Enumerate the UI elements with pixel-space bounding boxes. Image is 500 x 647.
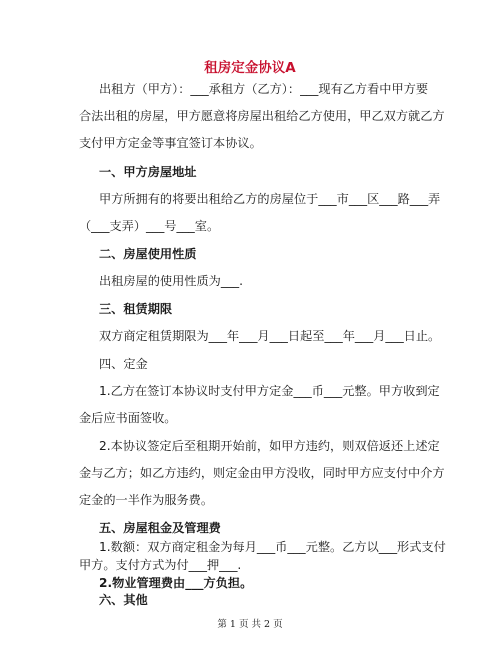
page-footer: 第 1 页 共 2 页: [217, 619, 283, 630]
section-4-line-2: 金后应书面签收。: [79, 411, 177, 425]
section-1-line-2: （___支弄）___号___室。: [79, 219, 220, 233]
paragraph-intro-line-3: 支付甲方定金等事宜签订本协议。: [79, 136, 262, 150]
paragraph-intro-line-2: 合法出租的房屋，甲方愿意将房屋出租给乙方使用，甲乙双方就乙方: [79, 109, 445, 123]
section-5-line-1: 1.数额：双方商定租金为每月___币___元整。乙方以___形式支付: [99, 540, 446, 554]
section-heading-3: 三、租赁期限: [99, 302, 173, 316]
section-4-line-5: 定金的一半作为服务费。: [79, 493, 214, 507]
section-4-line-3: 2.本协议签定后至租期开始前，如甲方违约，则双倍返还上述定: [99, 439, 440, 453]
section-heading-2: 二、房屋使用性质: [99, 247, 197, 261]
section-3-line-1: 双方商定租赁期限为___年___月___日起至___年___月___日止。: [99, 329, 441, 343]
section-4-line-4: 金与乙方；如乙方违约，则定金由甲方没收，同时甲方应支付中介方: [79, 466, 445, 480]
section-4-line-1: 1.乙方在签订本协议时支付甲方定金___币___元整。甲方收到定: [99, 384, 440, 398]
section-5-line-2: 甲方。支付方式为付___押___.: [79, 558, 242, 572]
section-1-line-1: 甲方所拥有的将要出租给乙方的房屋位于___市___区___路___弄: [99, 192, 441, 206]
section-heading-5: 五、房屋租金及管理费: [99, 521, 221, 535]
section-heading-1: 一、甲方房屋地址: [99, 165, 197, 179]
section-2-line-1: 出租房屋的使用性质为___.: [99, 274, 244, 288]
section-5-line-3: 2.物业管理费由___方负担。: [99, 576, 253, 590]
paragraph-intro-line-1: 出租方（甲方）：___承租方（乙方）：___现有乙方看中甲方要: [99, 82, 429, 96]
section-heading-4: 四、定金: [99, 357, 148, 371]
section-heading-6: 六、其他: [99, 593, 148, 607]
document-title: 租房定金协议A: [204, 60, 296, 76]
